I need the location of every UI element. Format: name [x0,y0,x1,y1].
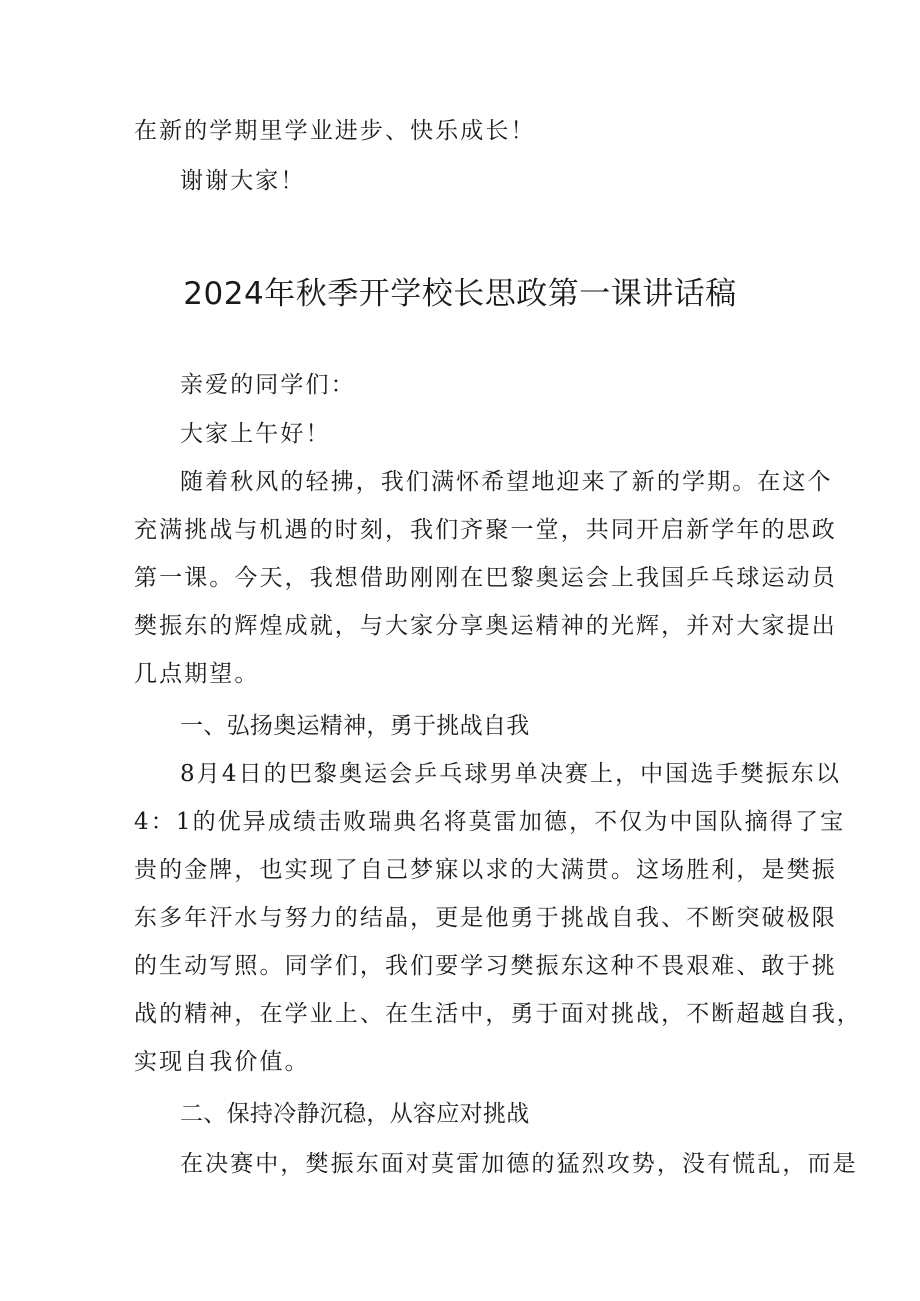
carryover-line-2: 谢谢大家！ [180,168,306,194]
salutation: 亲爱的同学们： [180,372,356,398]
section1-line-2: 4：1的优异成绩击败瑞典名将莫雷加德，不仅为中国队摘得了宝 [134,809,846,835]
section2-heading: 二、保持冷静沉稳，从容应对挑战 [180,1101,530,1127]
section1-line-1: 8月4日的巴黎奥运会乒乓球男单决赛上，中国选手樊振东以 [180,761,841,787]
intro-line-5: 几点期望。 [134,661,260,687]
section1-heading: 一、弘扬奥运精神，勇于挑战自我 [180,713,530,739]
section1-line-7: 实现自我价值。 [134,1049,310,1075]
page-title: 2024年秋季开学校长思政第一课讲话稿 [183,276,737,312]
section1-line-5: 的生动写照。同学们，我们要学习樊振东这种不畏艰难、敢于挑 [134,953,837,979]
section1-line-6: 战的精神，在学业上、在生活中，勇于面对挑战，不断超越自我， [134,1001,862,1027]
greeting: 大家上午好！ [180,421,331,447]
intro-line-3: 第一课。今天，我想借助刚刚在巴黎奥运会上我国乒乓球运动员 [134,565,837,591]
carryover-line-1: 在新的学期里学业进步、快乐成长！ [134,118,536,144]
intro-line-2: 充满挑战与机遇的时刻，我们齐聚一堂，共同开启新学年的思政 [134,517,837,543]
section2-line-1: 在决赛中，樊振东面对莫雷加德的猛烈攻势，没有慌乱，而是 [180,1151,858,1177]
section1-line-4: 东多年汗水与努力的结晶，更是他勇于挑战自我、不断突破极限 [134,905,837,931]
section1-line-3: 贵的金牌，也实现了自己梦寐以求的大满贯。这场胜利，是樊振 [134,857,837,883]
intro-line-1: 随着秋风的轻拂，我们满怀希望地迎来了新的学期。在这个 [180,469,833,495]
intro-line-4: 樊振东的辉煌成就，与大家分享奥运精神的光辉，并对大家提出 [134,613,837,639]
